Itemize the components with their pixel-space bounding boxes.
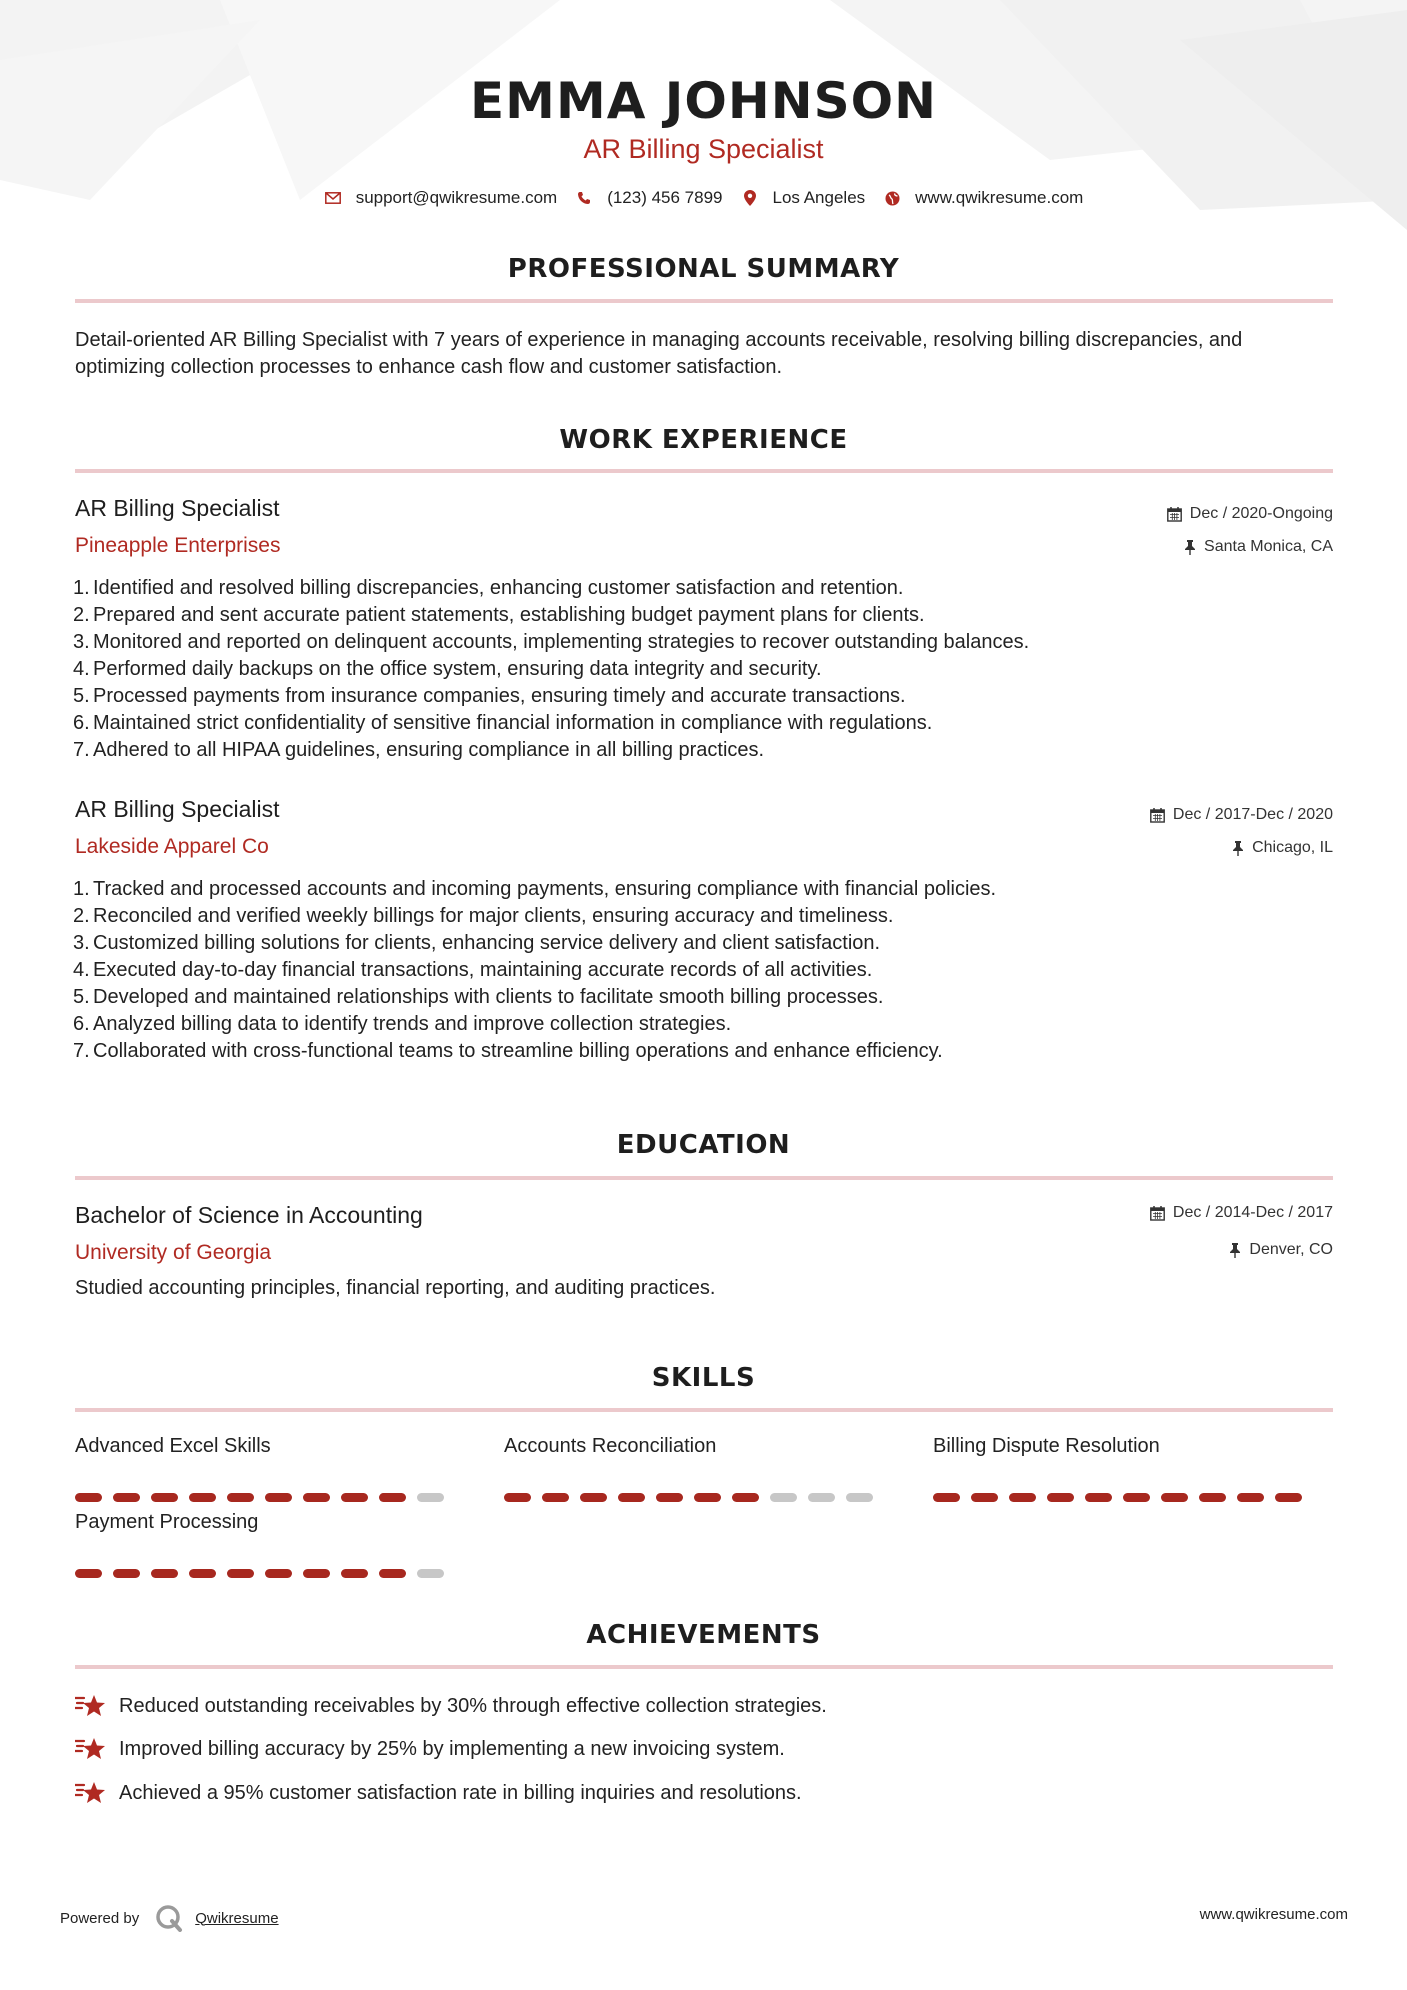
skills-divider	[75, 1408, 1333, 1412]
contact-email[interactable]	[324, 188, 558, 208]
education-section-title: EDUCATION	[616, 1130, 791, 1160]
skill-item	[504, 1435, 884, 1502]
achievement-text: Reduced outstanding receivables by 30% through effective collection strategies.	[119, 1694, 827, 1717]
skill-item	[75, 1435, 455, 1502]
achievements-divider	[75, 1665, 1333, 1669]
list-item: 7. Adhered to all HIPAA guidelines, ensuring compliance in all billing practices.	[73, 739, 765, 761]
education-location	[1229, 1241, 1333, 1259]
skill-segment-filled	[379, 1493, 406, 1502]
skill-segment-filled	[1237, 1493, 1264, 1502]
job-location	[1184, 538, 1333, 556]
skill-level-bar	[75, 1569, 455, 1578]
experience-divider	[75, 469, 1333, 473]
job-dates	[1150, 806, 1333, 824]
job-company: Lakeside Apparel Co	[75, 835, 269, 858]
calendar-icon	[1150, 1206, 1165, 1221]
skill-segment-filled	[1047, 1493, 1074, 1502]
job-title: AR Billing Specialist	[75, 796, 280, 822]
achievement-text: Improved billing accuracy by 25% by implementing a new invoicing system.	[119, 1737, 785, 1760]
list-item: 1. Identified and resolved billing discrepancies, enhancing customer satisfaction and retention.	[73, 577, 904, 599]
skill-segment-filled	[971, 1493, 998, 1502]
summary-text: Detail-oriented AR Billing Specialist with 7 years of experience in managing accounts receivable, resolving billing discrepancies, and optimizing collection processes to enhance cash flow and customer satisfaction.	[75, 329, 1243, 378]
star-badge-icon	[75, 1780, 107, 1806]
skill-item	[75, 1511, 455, 1578]
job-dates-text: Dec / 2017-Dec / 2020	[1172, 806, 1333, 823]
summary-divider	[75, 299, 1333, 303]
skill-label: Advanced Excel Skills	[75, 1435, 271, 1457]
job-company: Pineapple Enterprises	[75, 534, 281, 557]
skill-segment-filled	[151, 1493, 178, 1502]
skill-label: Payment Processing	[75, 1511, 259, 1533]
job-bullet-list	[73, 876, 1273, 1065]
education-school: University of Georgia	[75, 1241, 272, 1264]
map-marker-icon	[741, 189, 759, 207]
qwikresume-logo-icon	[155, 1904, 183, 1932]
achievements-section-title: ACHIEVEMENTS	[586, 1620, 821, 1650]
list-item: 4. Executed day-to-day financial transactions, maintaining accurate records of all activities.	[73, 959, 873, 981]
contact-website[interactable]	[883, 188, 1083, 208]
job-bullet-list	[73, 575, 1273, 764]
candidate-role: AR Billing Specialist	[583, 134, 824, 164]
list-item-text: Adhered to all HIPAA guidelines, ensuring compliance in all billing practices.	[93, 739, 765, 761]
education-degree: Bachelor of Science in Accounting	[75, 1202, 423, 1228]
job-location-text: Chicago, IL	[1252, 839, 1333, 856]
skill-level-bar	[75, 1493, 455, 1502]
education-divider	[75, 1176, 1333, 1180]
skill-segment-filled	[1275, 1493, 1302, 1502]
qwikresume-link[interactable]: Qwikresume	[195, 1909, 279, 1927]
list-item-text: Performed daily backups on the office system, ensuring data integrity and security.	[93, 658, 822, 680]
contact-phone[interactable]	[575, 188, 722, 208]
candidate-name: EMMA JOHNSON	[470, 72, 937, 130]
skill-segment-filled	[113, 1493, 140, 1502]
skill-segment-filled	[265, 1569, 292, 1578]
calendar-icon	[1150, 808, 1165, 823]
education-dates-text: Dec / 2014-Dec / 2017	[1172, 1204, 1333, 1221]
achievement-text: Achieved a 95% customer satisfaction rate in billing inquiries and resolutions.	[119, 1781, 802, 1804]
list-item-text: Executed day-to-day financial transactions, maintaining accurate records of all activities.	[93, 959, 873, 981]
footer-powered-by	[60, 1904, 279, 1932]
skill-segment-filled	[580, 1493, 607, 1502]
skill-segment-filled	[1009, 1493, 1036, 1502]
pushpin-icon	[1232, 841, 1244, 856]
job-dates	[1167, 505, 1333, 523]
skill-segment-empty	[417, 1569, 444, 1578]
contact-bar	[0, 188, 1407, 208]
contact-phone-text: (123) 456 7899	[607, 188, 723, 207]
skill-segment-filled	[1161, 1493, 1188, 1502]
achievement-item	[75, 1780, 802, 1806]
skill-segment-filled	[75, 1569, 102, 1578]
skill-segment-filled	[341, 1569, 368, 1578]
list-item: 1. Tracked and processed accounts and incoming payments, ensuring compliance with financial policies.	[73, 878, 997, 900]
list-item-text: Collaborated with cross-functional teams to streamline billing operations and enhance efficiency.	[93, 1040, 943, 1062]
pushpin-icon	[1229, 1243, 1241, 1258]
skill-segment-filled	[694, 1493, 721, 1502]
list-item-text: Customized billing solutions for clients, enhancing service delivery and client satisfaction.	[93, 932, 881, 954]
skill-segment-filled	[656, 1493, 683, 1502]
skills-section-title: SKILLS	[651, 1363, 756, 1393]
summary-section-title: PROFESSIONAL SUMMARY	[507, 254, 900, 284]
job-dates-text: Dec / 2020-Ongoing	[1189, 505, 1333, 522]
skill-segment-filled	[227, 1493, 254, 1502]
list-item: 4. Performed daily backups on the office system, ensuring data integrity and security.	[73, 658, 822, 680]
contact-location-text: Los Angeles	[772, 188, 866, 207]
skill-segment-filled	[151, 1569, 178, 1578]
list-item-text: Identified and resolved billing discrepancies, enhancing customer satisfaction and retention.	[93, 577, 904, 599]
skill-segment-filled	[189, 1493, 216, 1502]
skill-segment-filled	[933, 1493, 960, 1502]
education-dates	[1150, 1204, 1333, 1222]
achievement-item	[75, 1693, 827, 1719]
skill-segment-filled	[1199, 1493, 1226, 1502]
list-item: 6. Maintained strict confidentiality of sensitive financial information in compliance with regulations.	[73, 712, 933, 734]
calendar-icon	[1167, 507, 1182, 522]
skill-segment-filled	[1123, 1493, 1150, 1502]
achievement-item	[75, 1736, 785, 1762]
list-item: 5. Developed and maintained relationships with clients to facilitate smooth billing processes.	[73, 986, 884, 1008]
list-item-text: Tracked and processed accounts and incoming payments, ensuring compliance with financial policies.	[93, 878, 997, 900]
skill-segment-empty	[808, 1493, 835, 1502]
star-badge-icon	[75, 1736, 107, 1762]
list-item: 5. Processed payments from insurance companies, ensuring timely and accurate transactions.	[73, 685, 906, 707]
list-item-text: Processed payments from insurance companies, ensuring timely and accurate transactions.	[93, 685, 906, 707]
job-location	[1232, 839, 1333, 857]
skill-segment-filled	[732, 1493, 759, 1502]
skill-segment-filled	[379, 1569, 406, 1578]
skill-item	[933, 1435, 1313, 1502]
list-item: 6. Analyzed billing data to identify trends and improve collection strategies.	[73, 1013, 732, 1035]
skill-level-bar	[933, 1493, 1313, 1502]
list-item: 3. Monitored and reported on delinquent accounts, implementing strategies to recover outstanding balances.	[73, 631, 1030, 653]
list-item: 7. Collaborated with cross-functional teams to streamline billing operations and enhance efficiency.	[73, 1040, 943, 1062]
skill-label: Billing Dispute Resolution	[933, 1435, 1160, 1457]
powered-by-label: Powered by	[60, 1909, 140, 1927]
list-item-text: Developed and maintained relationships with clients to facilitate smooth billing processes.	[93, 986, 884, 1008]
list-item-text: Maintained strict confidentiality of sensitive financial information in compliance with regulations.	[93, 712, 933, 734]
job-title: AR Billing Specialist	[75, 495, 280, 521]
list-item: 2. Reconciled and verified weekly billings for major clients, ensuring accuracy and timeliness.	[73, 905, 894, 927]
skill-segment-empty	[846, 1493, 873, 1502]
contact-location	[741, 188, 866, 208]
footer-website-link[interactable]: www.qwikresume.com	[1199, 1906, 1348, 1923]
list-item: 2. Prepared and sent accurate patient statements, establishing budget payment plans for clients.	[73, 604, 925, 626]
list-item-text: Monitored and reported on delinquent accounts, implementing strategies to recover outstanding balances.	[93, 631, 1030, 653]
skill-segment-filled	[189, 1569, 216, 1578]
education-description: Studied accounting principles, financial reporting, and auditing practices.	[75, 1277, 716, 1299]
globe-icon	[883, 189, 901, 207]
skill-segment-empty	[770, 1493, 797, 1502]
envelope-icon	[324, 189, 342, 207]
list-item-text: Analyzed billing data to identify trends and improve collection strategies.	[93, 1013, 732, 1035]
contact-website-text: www.qwikresume.com	[915, 188, 1084, 207]
skill-label: Accounts Reconciliation	[504, 1435, 717, 1457]
star-badge-icon	[75, 1693, 107, 1719]
list-item-text: Prepared and sent accurate patient statements, establishing budget payment plans for clients.	[93, 604, 925, 626]
list-item: 3. Customized billing solutions for clients, enhancing service delivery and client satisfaction.	[73, 932, 881, 954]
education-location-text: Denver, CO	[1249, 1241, 1333, 1258]
skill-segment-filled	[265, 1493, 292, 1502]
skill-segment-filled	[113, 1569, 140, 1578]
skill-segment-filled	[303, 1569, 330, 1578]
contact-email-text: support@qwikresume.com	[355, 188, 558, 207]
skill-segment-filled	[227, 1569, 254, 1578]
skill-segment-filled	[341, 1493, 368, 1502]
skill-segment-filled	[618, 1493, 645, 1502]
experience-section-title: WORK EXPERIENCE	[559, 425, 848, 455]
pushpin-icon	[1184, 540, 1196, 555]
list-item-text: Reconciled and verified weekly billings for major clients, ensuring accuracy and timeliness.	[93, 905, 894, 927]
skill-segment-filled	[504, 1493, 531, 1502]
job-location-text: Santa Monica, CA	[1204, 538, 1333, 555]
skill-segment-filled	[303, 1493, 330, 1502]
skill-segment-filled	[75, 1493, 102, 1502]
phone-icon	[575, 189, 593, 207]
skill-segment-filled	[542, 1493, 569, 1502]
skill-segment-filled	[1085, 1493, 1112, 1502]
skill-level-bar	[504, 1493, 884, 1502]
skill-segment-empty	[417, 1493, 444, 1502]
